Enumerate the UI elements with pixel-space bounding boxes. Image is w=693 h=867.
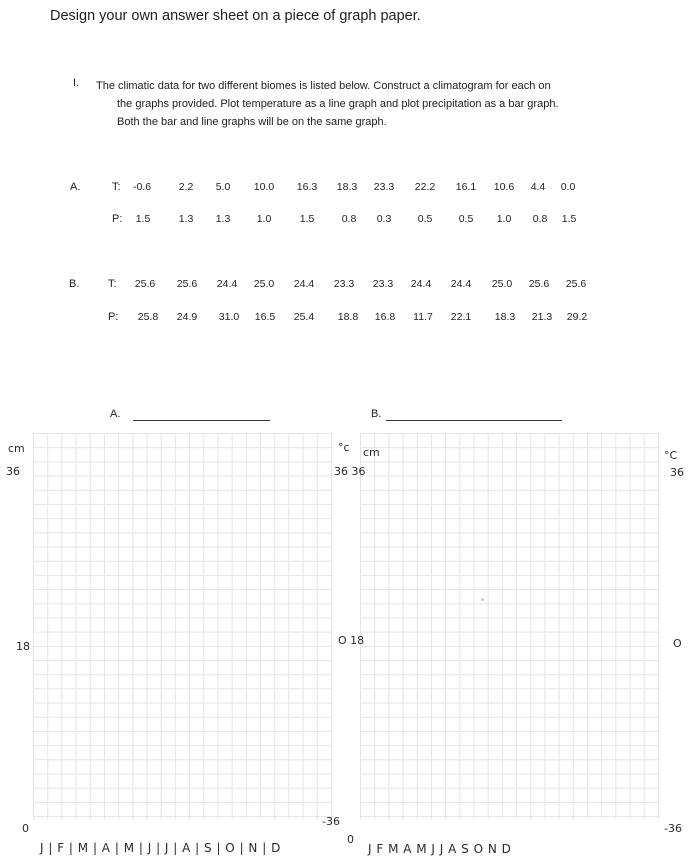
question-line-1: The climatic data for two different biomes is listed below. Construct a climatogram for each on [96,80,551,92]
biome-b-temp-value-3: 24.4 [216,278,238,290]
left-axis-0: 0 [22,822,29,835]
left-month-axis: J | F | M | A | M | J | J | A | S | O | N | D [40,841,281,855]
question-text [96,77,656,131]
biome-a-temp-value-2: 2.2 [178,181,194,193]
biome-b-temp-value-9: 24.4 [450,278,472,290]
biome-b-p-label: P: [108,311,119,323]
biome-b-temp-value-1: 25.6 [134,278,156,290]
biome-a-precip-value-10: 1.0 [496,213,512,225]
biome-a-precip-value-8: 0.5 [417,213,433,225]
biome-b-temp-value-5: 24.4 [293,278,315,290]
mid-axis-36: 36 36 [334,465,366,478]
mid-axis-18: O 18 [338,634,365,647]
biome-b-precip-value-10: 18.3 [494,311,516,323]
graph-a-label: A. [110,408,121,420]
graph-paper-a[interactable] [33,433,333,819]
question-line-3: Both the bar and line graphs will be on the same graph. [117,116,387,128]
biome-b-precip-value-9: 22.1 [450,311,472,323]
biome-a-temp-value-5: 16.3 [296,181,318,193]
mid-axis-0: 0 [347,833,354,846]
biome-a-precip-value-3: 1.3 [215,213,231,225]
mid-unit-degrees: °c [338,441,350,454]
biome-a-precip-value-5: 1.5 [299,213,315,225]
biome-b-temp-value-2: 25.6 [176,278,198,290]
biome-b-precip-value-8: 11.7 [413,311,433,323]
biome-a-precip-value-4: 1.0 [256,213,272,225]
biome-a-precip-value-6: 0.8 [341,213,357,225]
biome-a-temp-value-4: 10.0 [253,181,275,193]
biome-a-temp-value-8: 22.2 [414,181,436,193]
biome-a-temp-value-1: -0.6 [132,181,152,193]
biome-a-p-label: P: [112,213,123,225]
biome-b-precip-value-3: 31.0 [218,311,240,323]
biome-b-temp-value-4: 25.0 [253,278,275,290]
biome-b-temp-value-8: 24.4 [410,278,432,290]
biome-b-label: B. [69,278,80,290]
graph-b-label: B. [371,408,382,420]
biome-b-precip-value-5: 25.4 [293,311,315,323]
right-axis-36: 36 [670,466,684,479]
left-axis-36: 36 [6,465,20,478]
graph-a-name-blank[interactable] [133,420,270,421]
biome-b-precip-value-2: 24.9 [176,311,198,323]
page-title: Design your own answer sheet on a piece of graph paper. [50,8,421,24]
right-axis-0: O [673,637,682,650]
mid-axis-neg36: -36 [322,815,340,828]
left-unit-cm: cm [8,442,25,455]
biome-b-precip-value-1: 25.8 [137,311,159,323]
biome-a-temp-value-7: 23.3 [373,181,395,193]
biome-b-temp-value-10: 25.0 [491,278,513,290]
biome-a-temp-value-12: 0.0 [560,181,576,193]
paper-speck [481,598,484,601]
right-axis-neg36: -36 [664,822,682,835]
graph-b-name-blank[interactable] [386,420,562,421]
biome-a-t-label: T: [112,181,121,193]
biome-a-precip-value-1: 1.5 [135,213,151,225]
question-number: I. [73,77,80,89]
biome-a-precip-value-7: 0.3 [376,213,392,225]
graph-paper-b[interactable] [360,433,660,819]
biome-b-temp-value-12: 25.6 [565,278,587,290]
biome-a-temp-value-10: 10.6 [493,181,515,193]
left-axis-18: 18 [16,640,30,653]
biome-b-temp-value-7: 23.3 [372,278,394,290]
mid-unit-cm: cm [363,446,380,459]
right-month-axis: J F M A M J J A S O N D [368,842,512,856]
biome-a-temp-value-11: 4.4 [530,181,546,193]
biome-a-precip-value-12: 1.5 [561,213,577,225]
right-unit-celsius: °C [664,449,678,462]
biome-b-precip-value-7: 16.8 [374,311,396,323]
biome-b-t-label: T: [108,278,117,290]
biome-a-precip-value-11: 0.8 [532,213,548,225]
biome-a-temp-value-6: 18.3 [336,181,358,193]
biome-a-precip-value-2: 1.3 [178,213,194,225]
biome-b-temp-value-6: 23.3 [333,278,355,290]
biome-b-precip-value-4: 16.5 [254,311,276,323]
biome-a-temp-value-3: 5.0 [215,181,231,193]
biome-b-precip-value-11: 21.3 [531,311,553,323]
biome-a-label: A. [70,181,81,193]
biome-b-precip-value-12: 29.2 [566,311,588,323]
biome-b-precip-value-6: 18.8 [337,311,359,323]
question-line-2: the graphs provided. Plot temperature as a line graph and plot precipitation as a bar graph. [117,98,559,110]
biome-a-precip-value-9: 0.5 [458,213,474,225]
biome-a-temp-value-9: 16.1 [455,181,477,193]
biome-b-temp-value-11: 25.6 [528,278,550,290]
